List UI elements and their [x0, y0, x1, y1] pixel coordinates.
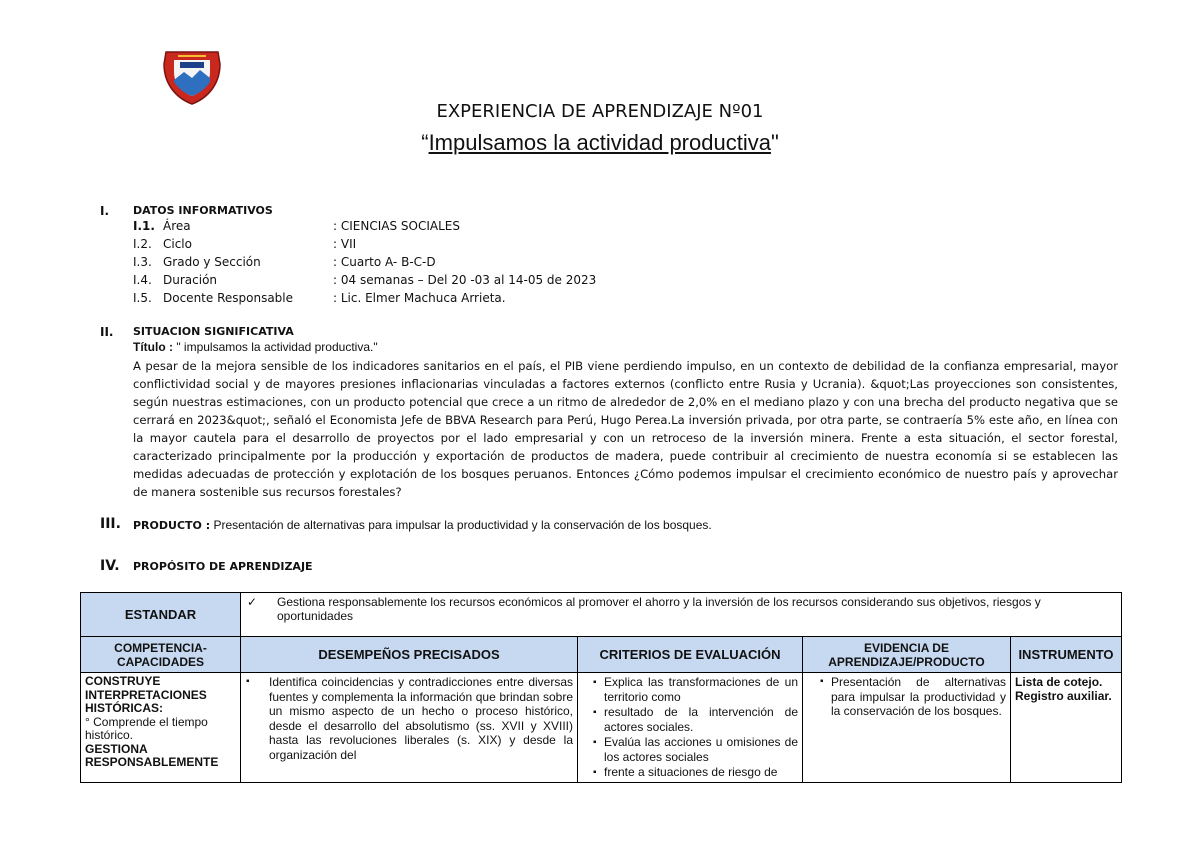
- titulo-label: Título :: [133, 340, 173, 354]
- desempeno-item: ▪ Identifica coincidencias y contradicciones entre diversas fuentes y complementa la información que brindan sobre un mismo aspecto de un hecho o proceso histórico, desde el desarrollo del absolutismo (ss. XVII y XVIII) hasta las revoluciones liberales (s. XIX) y desde la organización del: [257, 675, 573, 762]
- section-3-number: III.: [100, 516, 121, 532]
- subtitle-text: Impulsamos la actividad productiva: [428, 130, 771, 155]
- header-instrumento: INSTRUMENTO: [1011, 637, 1122, 673]
- desempeno-cell: [241, 673, 578, 783]
- criterios-cell: [578, 673, 803, 783]
- criterio-item: ▪ resultado de la intervención de actores sociales.: [604, 705, 798, 735]
- info-row-label: Área: [163, 219, 191, 233]
- info-row-value: : Lic. Elmer Machuca Arrieta.: [333, 291, 506, 305]
- section-2-heading: SITUACION SIGNIFICATIVA: [133, 325, 294, 338]
- info-row-label: Grado y Sección: [163, 255, 261, 269]
- evidencia-list: [819, 675, 1006, 719]
- estandar-text: Gestiona responsablemente los recursos económicos al promover el ahorro y la inversión de los recursos considerando sus objetivos, riesgos y oportunidades: [277, 595, 1041, 623]
- producto-value: Presentación de alternativas para impulsar la productividad y la conservación de los bosques.: [210, 518, 712, 532]
- info-row-number: I.4.: [133, 273, 152, 287]
- section-1-number: I.: [100, 204, 110, 218]
- section-4-number: IV.: [100, 558, 120, 574]
- capacidad-1: ° Comprende el tiempo histórico.: [85, 714, 208, 742]
- info-row-label: Ciclo: [163, 237, 192, 251]
- instrumento-cell: Lista de cotejo. Registro auxiliar.: [1011, 673, 1122, 783]
- competencia-1: CONSTRUYE INTERPRETACIONES HISTÓRICAS:: [85, 674, 207, 715]
- content-row: [81, 673, 1122, 783]
- criterios-list: [592, 675, 798, 780]
- producto-line: [133, 518, 712, 532]
- evidencia-cell: [803, 673, 1011, 783]
- info-row-label: Docente Responsable: [163, 291, 294, 305]
- competencia-cell: [81, 673, 241, 783]
- situacion-titulo: [133, 340, 378, 357]
- estandar-row: [81, 593, 1122, 637]
- situacion-paragraph: A pesar de la mejora sensible de los indicadores sanitarios en el país, el PIB viene perdiendo impulso, en un contexto de debilidad de la confianza empresarial, mayor conflictividad social y de mayores presiones inflacionarias vinculadas a factores externos (conflicto entre Rusia y Ucrania). &quot;Las proyecciones son consistentes, según nuestras estimaciones, con un producto potencial que crece a un ritmo de alrededor de 2,0% en el mediano plazo y con una brecha del producto negativa que se cerrará en 2023&quot;, señaló el Economista Jefe de BBVA Research para Perú, Hugo Perea.La inversión privada, por otra parte, se contraería 5% este año, en línea con la mayor cautela para el desarrollo de proyectos por el lado empresarial y con un retroceso de la inversión minera. Frente a esta situación, el sector forestal, caracterizado principalmente por la producción y exportación de productos de madera, puede contribuir al crecimiento de nuestra economía si se establecen las medidas adecuadas de protección y explotación de los bosques peruanos. Entonces ¿Cómo podemos impulsar el crecimiento económico de nuestro país y aprovechar de manera sostenible sus recursos forestales?: [133, 359, 1118, 499]
- section-2-number: II.: [100, 325, 114, 339]
- header-row: [81, 637, 1122, 673]
- evidencia-item: ▪ Presentación de alternativas para impulsar la productividad y la conservación de los bosques.: [831, 675, 1006, 719]
- info-row-number: I.2.: [133, 237, 152, 251]
- estandar-content: [241, 593, 1122, 637]
- criterio-item: ▪ Explica las transformaciones de un territorio como: [604, 675, 798, 705]
- info-row-ciclo: [133, 237, 356, 254]
- info-row-value: : CIENCIAS SOCIALES: [333, 219, 460, 233]
- header-desempenos: DESEMPEÑOS PRECISADOS: [241, 637, 578, 673]
- info-row-duracion: [133, 273, 596, 290]
- titulo-value: " impulsamos la actividad productiva.": [172, 340, 378, 354]
- document-title: EXPERIENCIA DE APRENDIZAJE Nº01: [436, 101, 764, 122]
- info-row-value: : VII: [333, 237, 357, 251]
- school-crest-icon: [160, 50, 224, 106]
- document-subtitle: [0, 130, 1200, 156]
- info-row-docente: [133, 291, 506, 308]
- subtitle-open-quote: “: [421, 130, 429, 155]
- header-competencia: COMPETENCIA-CAPACIDADES: [81, 637, 241, 673]
- info-row-label: Duración: [163, 273, 218, 287]
- section-1-heading: DATOS INFORMATIVOS: [133, 204, 273, 217]
- criterio-item: ▪ Evalúa las acciones u omisiones de los actores sociales: [604, 735, 798, 765]
- info-row-number: I.1.: [133, 219, 155, 233]
- header-evidencia: EVIDENCIA DE APRENDIZAJE/PRODUCTO: [803, 637, 1011, 673]
- header-criterios: CRITERIOS DE EVALUACIÓN: [578, 637, 803, 673]
- info-row-value: : Cuarto A- B-C-D: [333, 255, 436, 269]
- desempeno-list: [257, 675, 573, 762]
- criterio-item: ▪ frente a situaciones de riesgo de: [604, 765, 798, 780]
- subtitle-close-quote: ": [770, 130, 779, 155]
- info-row-grado: [133, 255, 436, 272]
- competencia-2: GESTIONA RESPONSABLEMENTE: [85, 741, 219, 769]
- estandar-label: ESTANDAR: [81, 593, 241, 637]
- producto-label: PRODUCTO :: [133, 519, 211, 532]
- info-row-number: I.3.: [133, 255, 152, 269]
- proposito-table: [80, 592, 1122, 783]
- info-row-area: [133, 219, 460, 236]
- section-4-heading: PROPÓSITO DE APRENDIZAJE: [133, 560, 313, 573]
- info-row-value: : 04 semanas – Del 20 -03 al 14-05 de 2023: [333, 273, 597, 287]
- check-icon: ✓: [247, 595, 258, 609]
- info-row-number: I.5.: [133, 291, 152, 305]
